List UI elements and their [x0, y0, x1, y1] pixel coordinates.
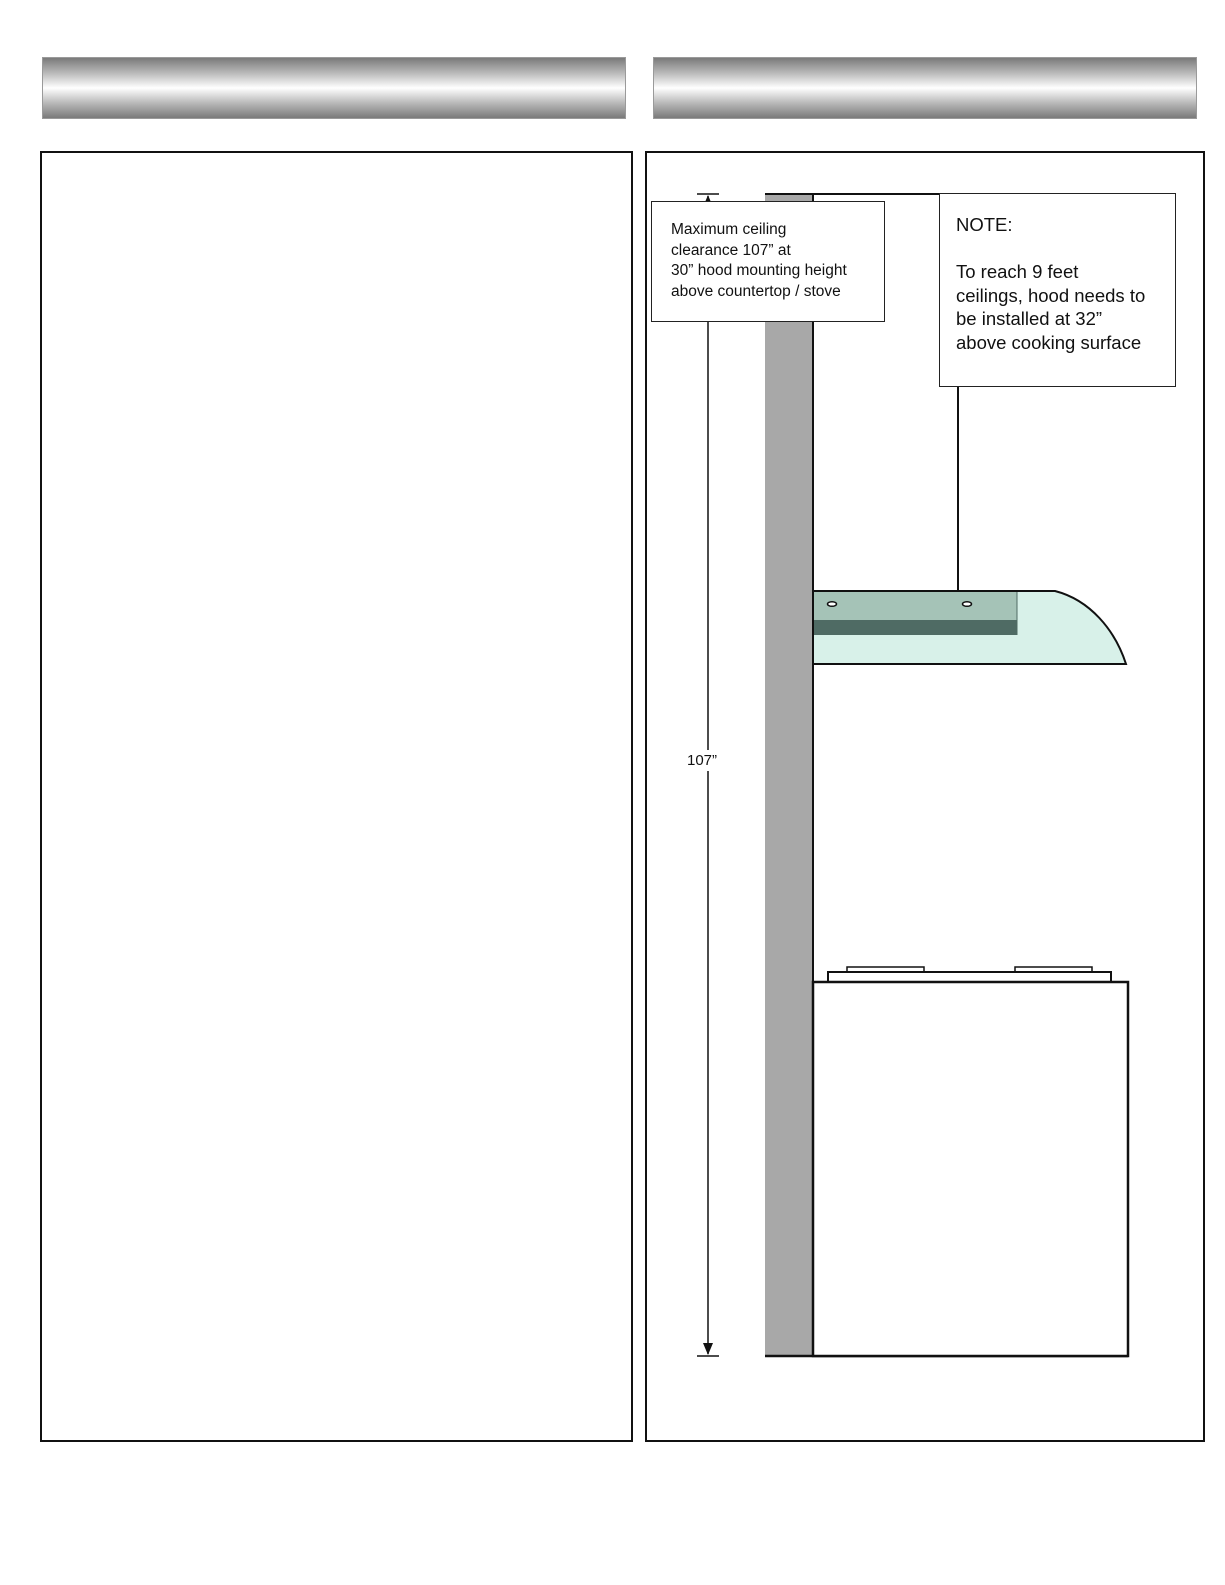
wall: [765, 194, 813, 1356]
clearance-line-3: 30” hood mounting height: [671, 262, 847, 280]
clearance-callout: [651, 201, 885, 322]
hood-control-panel-lower: [814, 620, 1017, 635]
dimension-label: 107”: [684, 750, 720, 771]
note-line-4: above cooking surface: [956, 331, 1142, 353]
clearance-line-2: clearance 107” at: [671, 241, 791, 259]
note-spacer: [956, 237, 1165, 261]
hood-button-left: [828, 602, 837, 607]
hood-button-right: [963, 602, 972, 607]
stove-cooktop: [828, 972, 1111, 982]
note-line-1: To reach 9 feet: [956, 261, 1079, 283]
stove-body: [813, 982, 1128, 1356]
note-line-2: ceilings, hood needs to: [956, 284, 1146, 306]
clearance-line-1: Maximum ceiling: [671, 221, 787, 238]
note-title: NOTE:: [956, 214, 1013, 235]
dimension-arrow-bottom: [703, 1343, 713, 1355]
note-line-3: be installed at 32”: [956, 308, 1103, 330]
hood-control-panel: [814, 592, 1017, 620]
clearance-line-4: above countertop / stove: [671, 282, 841, 300]
note-callout: [939, 193, 1176, 387]
